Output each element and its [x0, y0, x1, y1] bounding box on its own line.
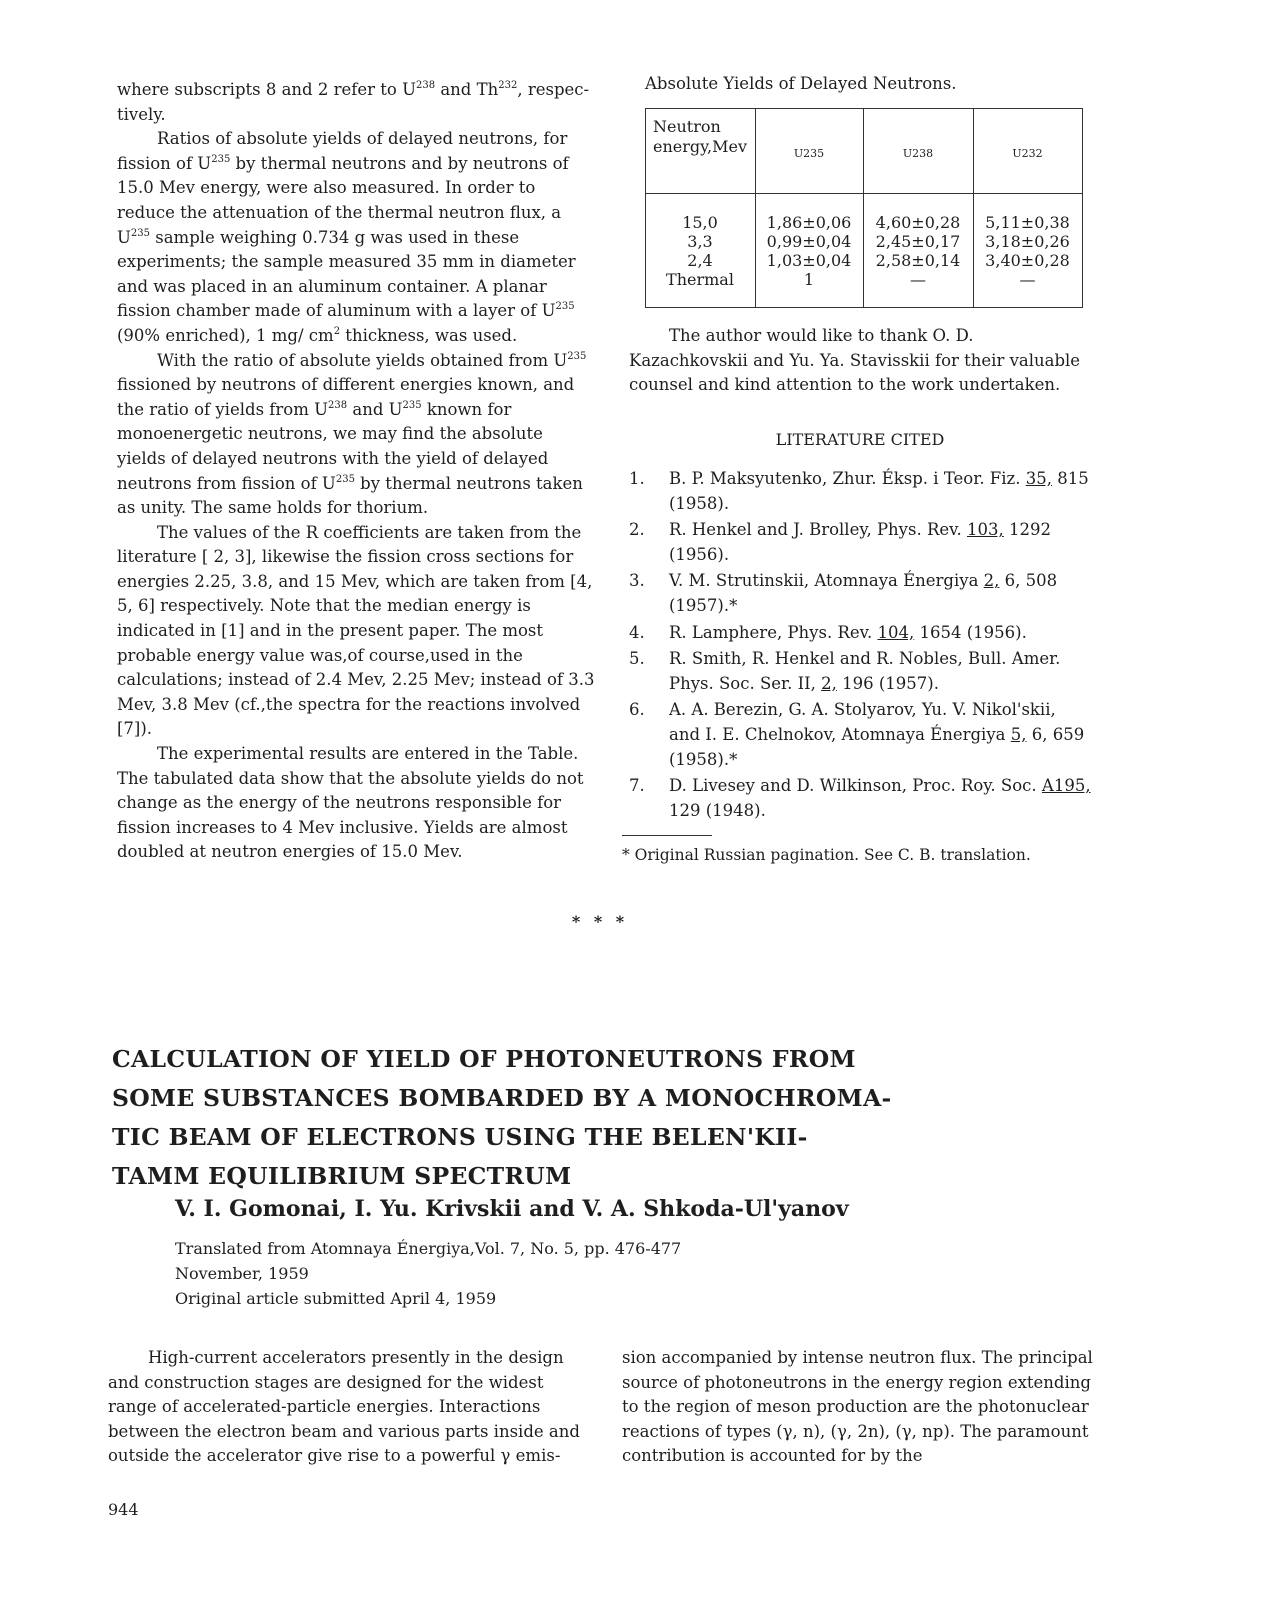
- table-border-right: [1082, 109, 1083, 307]
- article-title: CALCULATION OF YIELD OF PHOTONEUTRONS FROM SOME SUBSTANCES BOMBARDED BY A MONOCHROMA- TIC BEAM OF ELECTRONS USING THE BELEN'KII- TAMM EQUILIBRIUM SPECTRUM: [112, 1045, 892, 1190]
- table-border-left: [645, 109, 646, 307]
- body-right-column: sion accompanied by intense neutron flux. The principal source of photoneutrons in the energy region extending to the region of meson production are the photonuclear reactions of types (γ, n), (γ, 2n), (γ, np). The paramount contribution is accounted for by the: [622, 1348, 1093, 1466]
- translated-from: Translated from Atomnaya Énergiya,Vol. 7, No. 5, pp. 476-477: [175, 1239, 682, 1258]
- reference-item: 7. D. Livesey and D. Wilkinson, Proc. Roy. Soc. A195, 129 (1948).: [629, 776, 1091, 820]
- left-column: [117, 78, 595, 865]
- table-cell: 3,40±0,28: [985, 251, 1070, 270]
- section-separator: * * *: [571, 912, 629, 931]
- u235-column: [755, 213, 863, 289]
- table-cell: 2,4: [687, 251, 713, 270]
- header-u232: U232: [1012, 147, 1043, 160]
- table-header-rule: [645, 193, 1083, 194]
- paragraph-ratios: Ratios of absolute yields of delayed neutrons, for fission of $U^{235}$ by thermal neutrons and by neutrons of 15.0 Mev energy, were also measured. In order to reduce the attenuation of the thermal neutron flux, a $U^{235}$ sample weighing 0.734 g was used in these experiments; the sample measured 35 mm in diameter and was placed in an aluminum container. A planar fission chamber made of aluminum with a layer of $U^{235}$ (90% enriched), 1 mg/ $cm^2$ thickness, was used.: [117, 129, 576, 345]
- table-cell: —: [910, 270, 926, 289]
- publication-date: November, 1959: [175, 1264, 309, 1283]
- table-cell: —: [1019, 270, 1036, 289]
- table-cell: 1,86±0,06: [766, 213, 852, 232]
- left-col-second-line: tively.: [117, 104, 166, 124]
- paragraph-ratio-known: With the ratio of absolute yields obtained from $U^{235}$ fissioned by neutrons of different energies known, and the ratio of yields from $U^{238}$ and $U^{235}$ known for monoenergetic neutrons, we may find the absolute yields of delayed neutrons with the yield of delayed neutrons from fission of $U^{235}$ by thermal neutrons taken as unity. The same holds for thorium.: [117, 350, 587, 518]
- article-metadata: [175, 1236, 681, 1311]
- references-list: [629, 467, 1091, 825]
- header-u238: U238: [902, 147, 934, 160]
- article-authors: V. I. Gomonai, I. Yu. Krivskii and V. A. Shkoda-Ul'yanov: [175, 1196, 849, 1222]
- body-left-column: High-current accelerators presently in the design and construction stages are designed for the widest range of accelerated-particle energies. Interactions between the electron beam and various parts inside and outside the accelerator give rise to a powerful γ emis-: [108, 1348, 580, 1466]
- u238-column: [863, 213, 973, 289]
- table-cell: 5,11±0,38: [985, 213, 1070, 232]
- table-cell: 15,0: [682, 213, 718, 232]
- table-cell: 3,18±0,26: [985, 232, 1070, 251]
- yields-table: [645, 108, 1083, 308]
- table-cell: 2,58±0,14: [875, 251, 961, 270]
- header-u235: U235: [793, 147, 825, 160]
- reference-item: 6. A. A. Berezin, G. A. Stolyarov, Yu. V. Nikol'skii, and I. E. Chelnokov, Atomnaya Énergiya 5, 6, 659 (1958).*: [629, 700, 1085, 769]
- reference-item: 2. R. Henkel and J. Brolley, Phys. Rev. 103, 1292 (1956).: [629, 520, 1052, 564]
- left-col-first-line: where subscripts 8 and 2 refer to $U^{238}$ and Th$^{232}$, respec-: [117, 80, 590, 99]
- literature-heading: LITERATURE CITED: [775, 430, 945, 449]
- footnote-rule: [622, 835, 712, 836]
- u232-column: [973, 213, 1082, 289]
- acknowledgment: The author would like to thank O. D. Kazachkovskii and Yu. Ya. Stavisskii for their valuable counsel and kind attention to the work undertaken.: [629, 326, 1081, 395]
- page-number: 944: [108, 1500, 139, 1519]
- table-cell: 2,45±0,17: [875, 232, 961, 251]
- reference-item: 3. V. M. Strutinskii, Atomnaya Énergiya 2, 6, 508 (1957).*: [629, 571, 1058, 615]
- reference-item: 4. R. Lamphere, Phys. Rev. 104, 1654 (1956).: [629, 622, 1027, 642]
- paragraph-results: The experimental results are entered in the Table. The tabulated data show that the absolute yields do not change as the energy of the neutrons responsible for fission increases to 4 Mev inclusive. Yields are almost doubled at neutron energies of 15.0 Mev.: [117, 744, 584, 862]
- table-cell: 0,99±0,04: [766, 232, 852, 251]
- table-cell: 1,03±0,04: [766, 251, 852, 270]
- table-cell: 1: [803, 270, 815, 289]
- table-cell: 4,60±0,28: [875, 213, 961, 232]
- table-caption: Absolute Yields of Delayed Neutrons.: [645, 74, 957, 93]
- header-neutron-energy: Neutron energy,Mev: [653, 117, 748, 156]
- footnote: * Original Russian pagination. See C. B. translation.: [622, 846, 1031, 864]
- submission-date: Original article submitted April 4, 1959: [175, 1289, 497, 1308]
- paragraph-r-coefficients: The values of the R coefficients are taken from the literature [ 2, 3], likewise the fission cross sections for energies 2.25, 3.8, and 15 Mev, which are taken from [4, 5, 6] respectively. Note that the median energy is indicated in [1] and in the present paper. The most probable energy value was,of course,used in the calculations; instead of 2.4 Mev, 2.25 Mev; instead of 3.3 Mev, 3.8 Mev (cf.,the spectra for the reactions involved [7]).: [117, 522, 595, 739]
- table-cell: Thermal: [666, 270, 734, 289]
- reference-item: 5. R. Smith, R. Henkel and R. Nobles, Bull. Amer. Phys. Soc. Ser. II, 2, 196 (1957).: [629, 649, 1061, 693]
- reference-item: 1. B. P. Maksyutenko, Zhur. Éksp. i Teor. Fiz. 35, 815 (1958).: [629, 469, 1089, 513]
- energy-column: [649, 213, 751, 289]
- table-cell: 3,3: [687, 232, 713, 251]
